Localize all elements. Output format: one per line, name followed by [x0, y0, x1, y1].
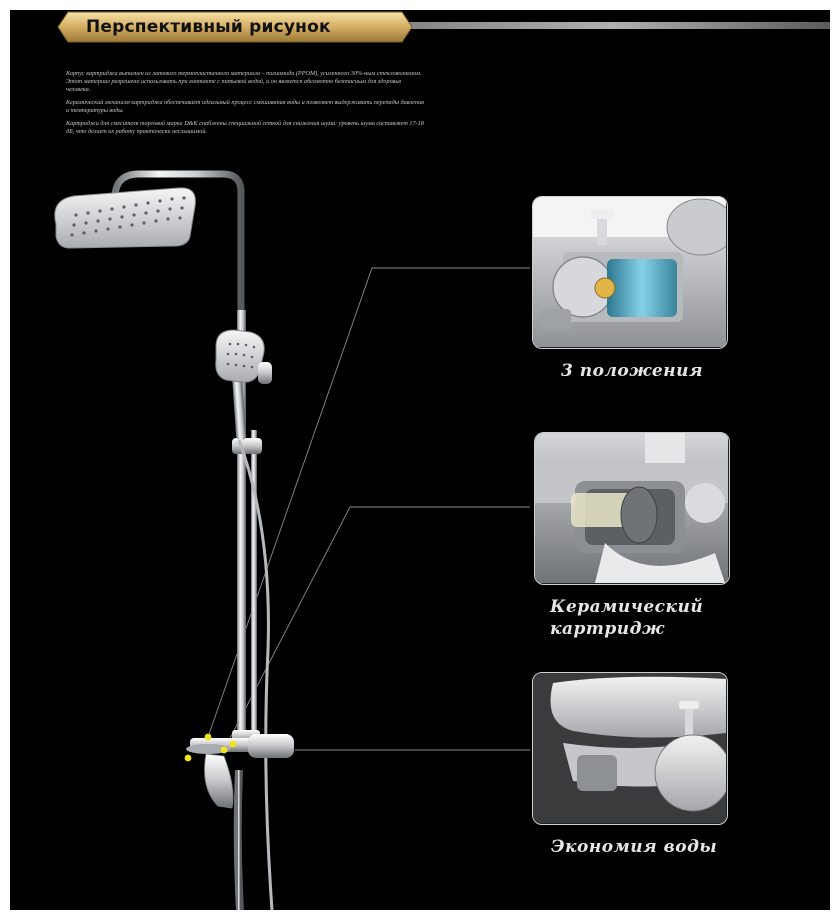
feature-image-ceramic-cartridge [534, 432, 730, 585]
product-infographic [10, 10, 830, 910]
feature-image-water-saving [532, 672, 728, 825]
page-title: Перспективный рисунок [86, 17, 331, 37]
feature-image-positions [532, 196, 728, 349]
caption-positions: 3 положения [561, 361, 704, 381]
intro-paragraph-2: Керамический механизм картриджа обеспечивает идеальный процесс смешивания воды и позволяет выдерживать перепады давления и температуры воды. [66, 99, 425, 114]
intro-paragraph-3: Картриджи для смесителя торговой марки D&K снабжены специальной сеткой для снижения шума: уровень шума составляет 17-18 дБ, что делает их работу практически неслышимой. [66, 120, 424, 135]
rain-shower-head [55, 188, 196, 248]
caption-ceramic-line-1: Керамический [550, 597, 704, 617]
caption-water-saving: Экономия воды [551, 837, 718, 857]
caption-ceramic-cartridge [550, 596, 703, 640]
intro-paragraph-1: Корпус картриджа выполнен из латевого термопластичного материала – полиамида (PPOM), усиленного 30%-ным стекловолокном. Этот материал разрешено использовать при контакте с питьевой водой, и он является абсолютно безопасным для здоровья человека. [66, 70, 422, 93]
caption-ceramic-line-2: картридж [550, 619, 665, 639]
